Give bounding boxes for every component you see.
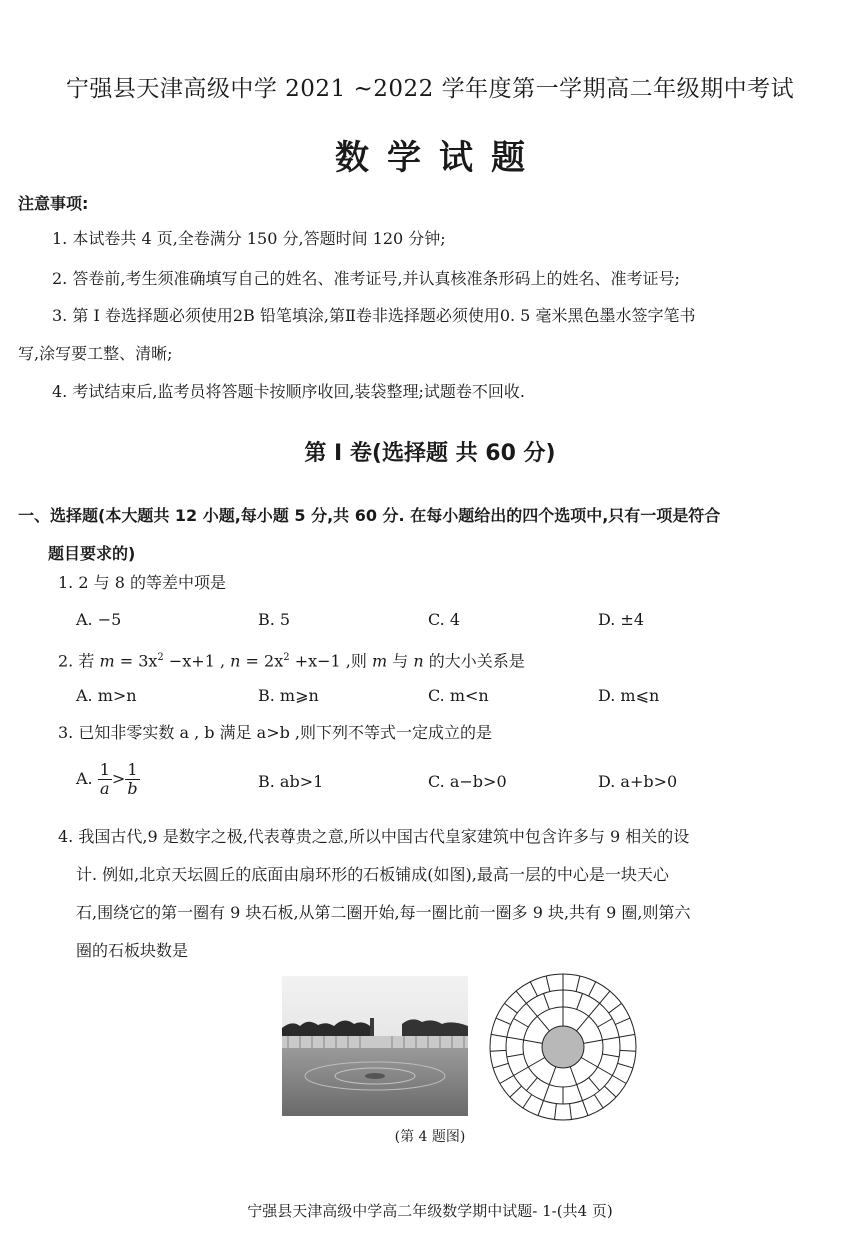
stone-divider <box>544 1085 550 1101</box>
note-item-1: 1. 本试卷共 4 页,全卷满分 150 分,答题时间 120 分钟; <box>52 229 446 248</box>
stone-divider <box>576 976 580 992</box>
stone-divider <box>602 1054 619 1057</box>
notes-heading: 注意事项: <box>18 194 89 213</box>
part-one-heading <box>18 497 844 573</box>
q2-yu: 与 <box>387 651 414 671</box>
q2-var-n: n <box>230 651 241 671</box>
part-one-heading-line1: 一、选择题(本大题共 12 小题,每小题 5 分,共 60 分. 在每小题给出的四个选项中,只有一项是符合 <box>18 506 721 525</box>
stone-divider <box>526 1003 537 1016</box>
question-1-option-c: C. 4 <box>428 610 461 629</box>
stone-divider <box>507 1037 524 1040</box>
note-item-2: 2. 答卷前,考生须准确填写自己的姓名、准考证号,并认真核准条形码上的姓名、准考证号; <box>52 269 680 288</box>
stone-divider <box>507 1054 524 1057</box>
q2-var-m: m <box>99 651 115 671</box>
figure-caption: (第 4 题图) <box>394 1129 466 1145</box>
stone-divider <box>619 1034 635 1037</box>
question-3-option-a <box>76 761 140 798</box>
stone-divider <box>604 1086 616 1097</box>
stone-divider <box>496 1018 511 1024</box>
q3-a-den2: b <box>127 779 138 798</box>
question-2-option-a: A. m>n <box>76 686 137 705</box>
note-item-4: 4. 考试结束后,监考员将答题卡按顺序收回,装袋整理;试题卷不回收. <box>52 382 526 401</box>
stone-divider <box>530 982 537 996</box>
stone-divider <box>523 1095 532 1108</box>
stone-divider <box>514 1067 529 1076</box>
stone-divider <box>538 1101 543 1116</box>
subject-title: 数学试题 <box>335 138 543 178</box>
stone-divider <box>618 1063 633 1068</box>
stone-divider <box>581 1058 597 1068</box>
stone-divider <box>490 1050 506 1051</box>
stone-divider <box>598 1067 613 1076</box>
stone-divider <box>589 982 596 996</box>
stone-divider <box>594 1095 603 1108</box>
ring-diagram <box>489 973 637 1121</box>
stone-divider <box>537 1016 549 1031</box>
stone-divider <box>577 993 583 1009</box>
stone-divider <box>602 1037 619 1040</box>
question-2-stem <box>58 648 525 671</box>
photo-center-stone <box>365 1073 385 1079</box>
stone-divider <box>528 1058 544 1068</box>
stone-divider <box>598 1019 613 1028</box>
stone-divider <box>549 1067 555 1085</box>
stone-divider <box>526 1078 537 1091</box>
question-3-option-b: B. ab>1 <box>258 772 324 791</box>
q2-var-m2: m <box>371 651 388 671</box>
stone-divider <box>516 991 526 1003</box>
note-item-3-cont: 写,涂写要工整、清晰; <box>18 344 173 363</box>
stone-divider <box>546 976 550 992</box>
q2-sup2: 2 <box>283 652 290 663</box>
stone-divider <box>510 1086 522 1097</box>
stone-divider <box>544 993 550 1009</box>
stone-divider <box>504 1003 517 1013</box>
section-title: 第 Ⅰ 卷(选择题 共 60 分) <box>304 441 556 466</box>
stone-divider <box>524 1040 543 1043</box>
q3-a-num2: 1 <box>125 761 139 780</box>
q2-suffix: 的大小关系是 <box>423 651 525 671</box>
q2-mid2: +x−1 ,则 <box>289 651 372 671</box>
q3-a-label: A. <box>76 769 93 788</box>
stone-divider <box>493 1063 508 1068</box>
page-footer: 宁强县天津高级中学高二年级数学期中试题- 1-(共4 页) <box>247 1202 613 1220</box>
stone-divider <box>514 1019 529 1028</box>
question-3-option-d: D. a+b>0 <box>598 772 678 791</box>
stone-divider <box>589 1003 600 1016</box>
stone-divider <box>582 1101 587 1116</box>
q2-var-n2: n <box>413 651 424 671</box>
stone-divider <box>577 1085 583 1101</box>
q2-eq1: = 3x <box>114 651 158 671</box>
stone-divider <box>500 1076 514 1084</box>
q2-sup1: 2 <box>157 652 164 663</box>
altar-photo <box>282 976 468 1116</box>
stone-divider <box>555 1104 557 1120</box>
q3-a-den1: a <box>100 779 110 798</box>
stone-divider <box>612 1076 626 1084</box>
stone-divider <box>615 1018 630 1024</box>
photo-paving <box>282 1048 468 1116</box>
stone-divider <box>570 1104 572 1120</box>
stone-divider <box>570 1067 576 1085</box>
q3-a-fraction-1 <box>98 761 112 798</box>
q3-a-num1: 1 <box>99 760 110 779</box>
question-2-option-c: C. m<n <box>428 686 489 705</box>
question-2-option-d: D. m⩽n <box>598 686 660 705</box>
question-4-line-2: 计. 例如,北京天坛圆丘的底面由扇环形的石板铺成(如图),最高一层的中心是一块天心 <box>76 865 669 884</box>
question-4-line-4: 圈的石板块数是 <box>76 941 189 960</box>
center-stone <box>542 1026 584 1068</box>
question-3-option-c: C. a−b>0 <box>428 772 507 791</box>
question-3-stem: 3. 已知非零实数 a , b 满足 a>b ,则下列不等式一定成立的是 <box>58 723 493 742</box>
stone-divider <box>620 1050 636 1051</box>
ring-group <box>490 974 636 1120</box>
q2-eq2: = 2x <box>240 651 284 671</box>
q2-prefix: 2. 若 <box>58 651 100 671</box>
question-4-stem <box>58 818 844 970</box>
q3-a-fraction-2 <box>125 761 139 798</box>
stone-divider <box>600 991 610 1003</box>
question-1-option-b: B. 5 <box>258 610 291 629</box>
part-one-heading-line2: 题目要求的) <box>48 544 136 563</box>
question-1-stem: 1. 2 与 8 的等差中项是 <box>58 573 226 592</box>
stone-divider <box>589 1078 600 1091</box>
q2-mid1: −x+1 , <box>163 651 231 671</box>
question-2-option-b: B. m⩾n <box>258 686 319 705</box>
q3-a-gt: > <box>111 769 126 788</box>
question-1-option-a: A. −5 <box>76 610 122 629</box>
stone-divider <box>609 1003 622 1013</box>
question-4-line-3: 石,围绕它的第一圈有 9 块石板,从第二圈开始,每一圈比前一圈多 9 块,共有 9 圈,则第六 <box>76 903 691 922</box>
note-item-3: 3. 第 Ⅰ 卷选择题必须使用2B 铅笔填涂,第Ⅱ卷非选择题必须使用0. 5 毫米黑色墨水签字笔书 <box>52 306 696 325</box>
stone-divider <box>576 1016 588 1031</box>
stone-divider <box>584 1040 603 1043</box>
exam-title: 宁强县天津高级中学 2021 ~2022 学年度第一学期高二年级期中考试 <box>65 76 795 102</box>
stone-divider <box>491 1034 507 1037</box>
question-1-option-d: D. ±4 <box>598 610 645 629</box>
question-4-line-1: 4. 我国古代,9 是数字之极,代表尊贵之意,所以中国古代皇家建筑中包含许多与 9 相关的设 <box>58 827 690 846</box>
